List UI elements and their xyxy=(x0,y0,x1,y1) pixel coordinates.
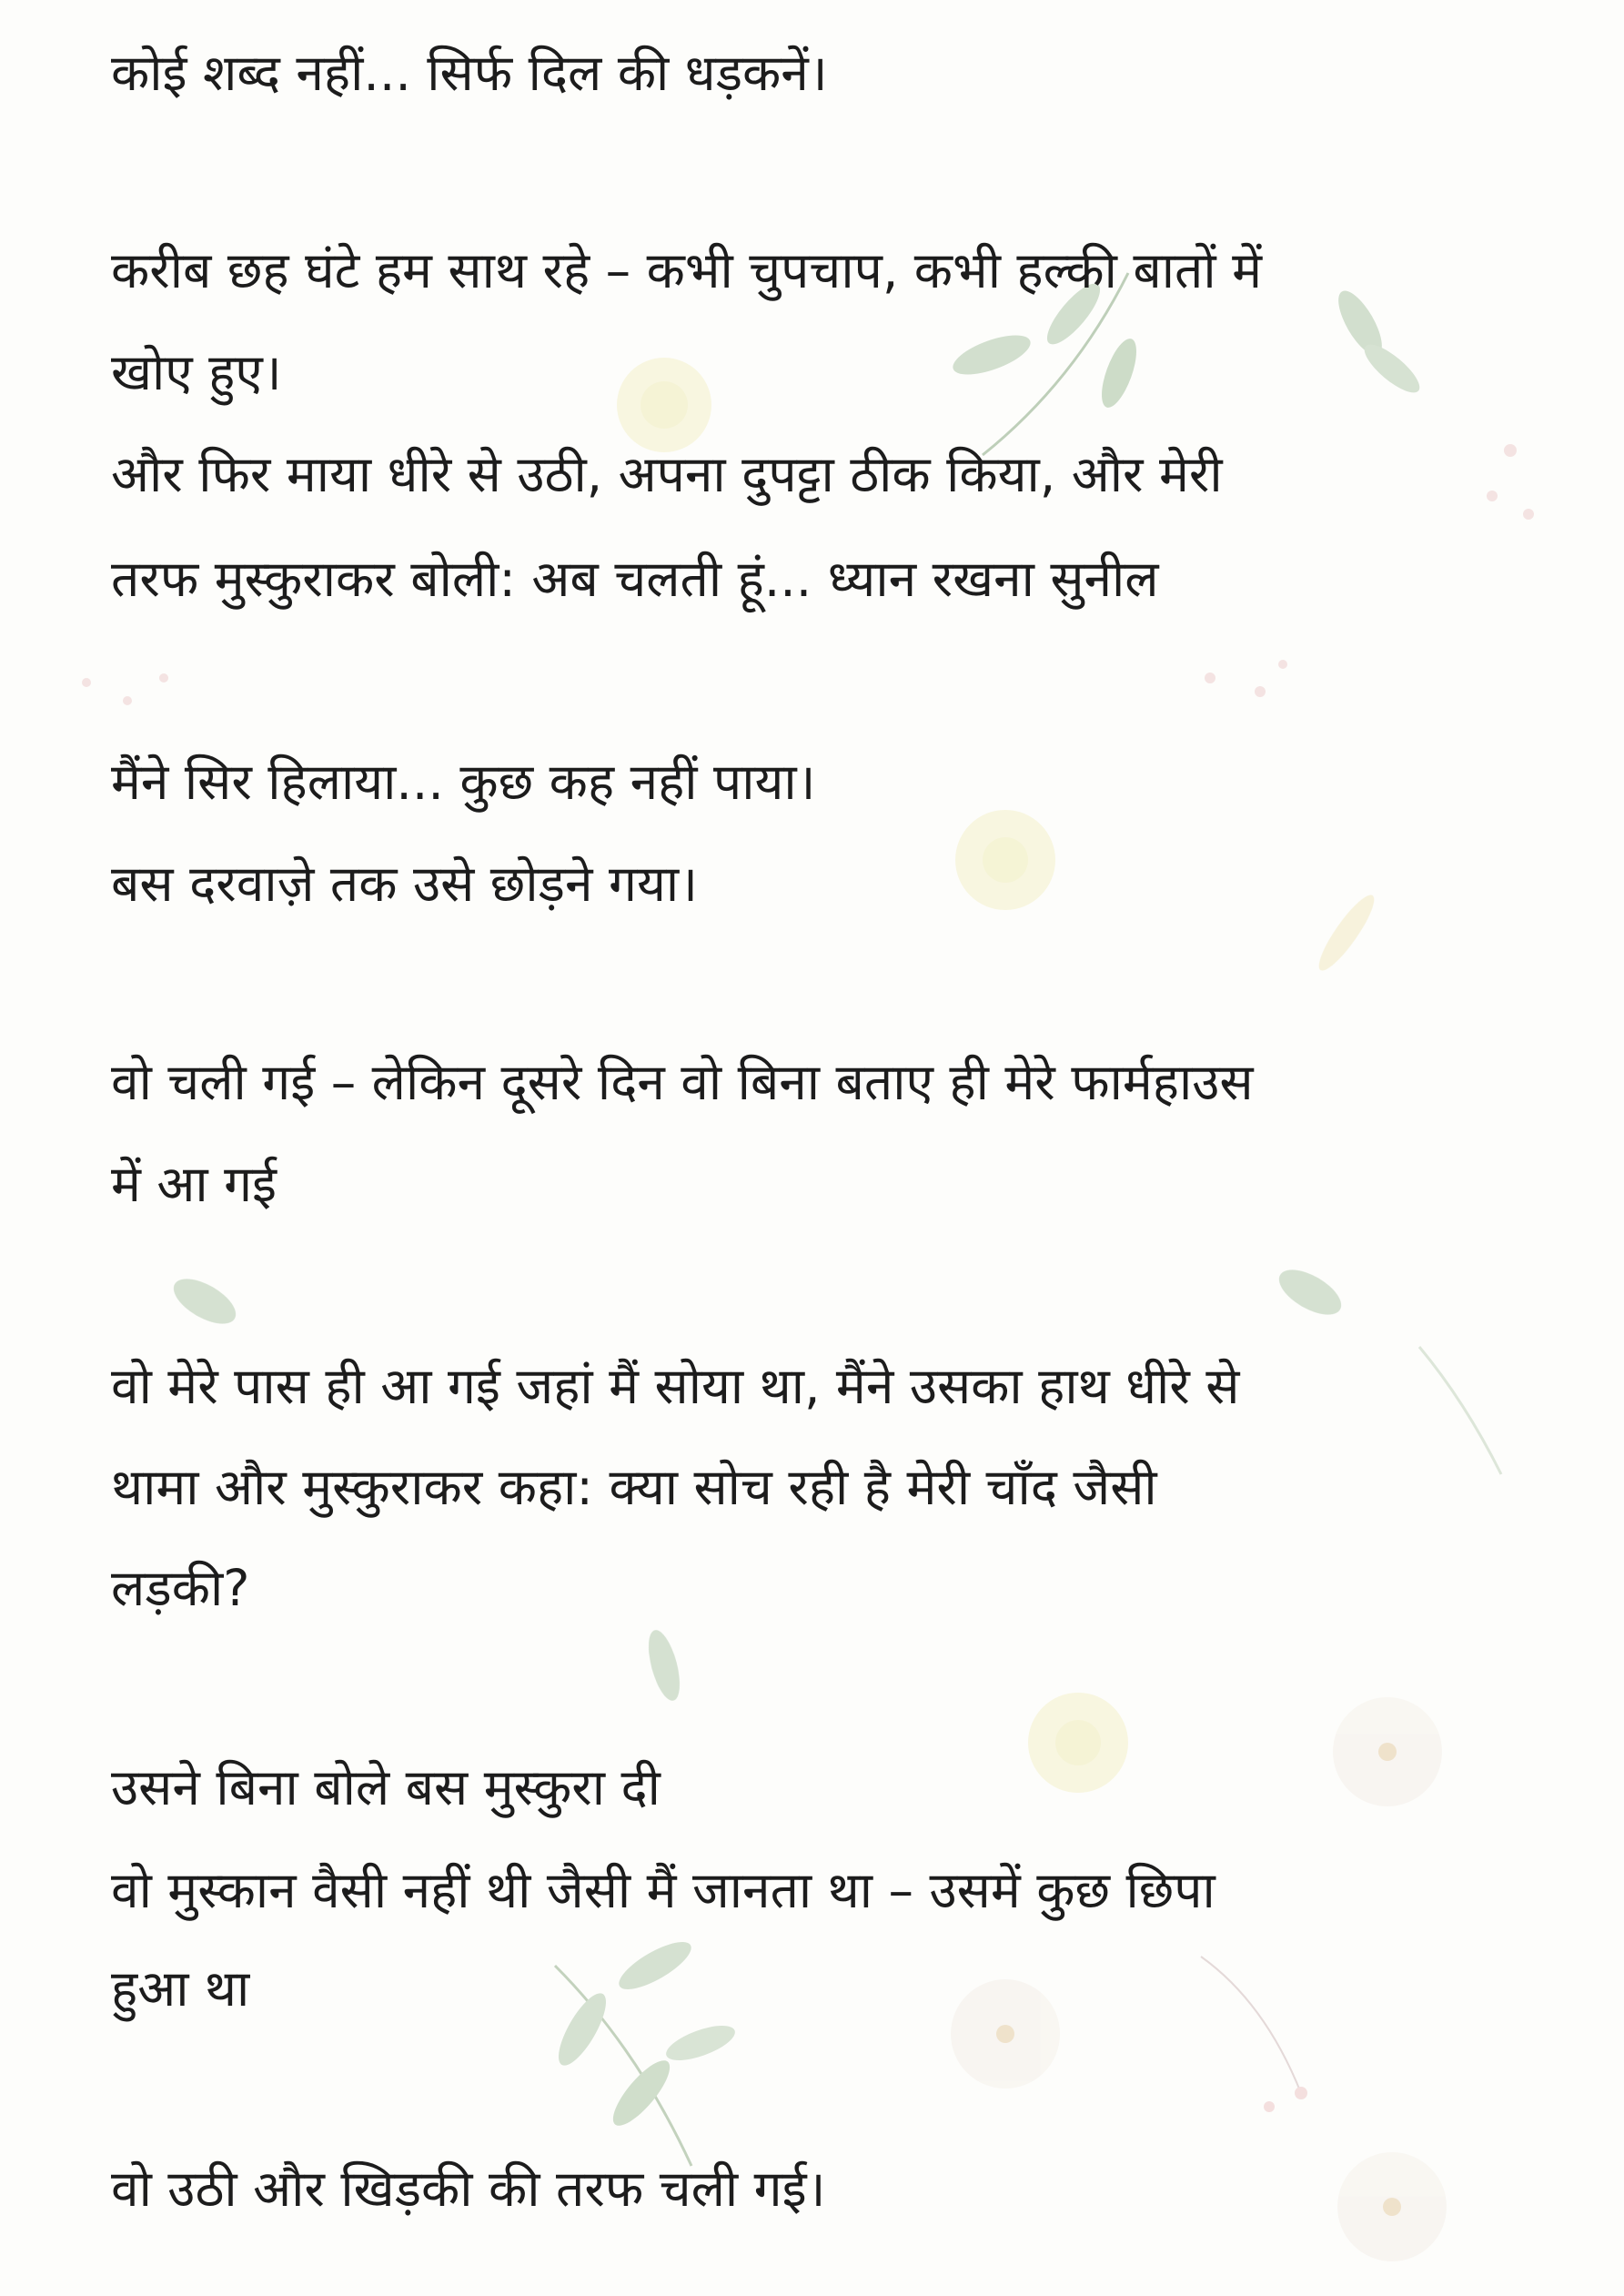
text-line: बस दरवाज़े तक उसे छोड़ने गया। xyxy=(111,855,698,913)
text-line: हुआ था xyxy=(111,1959,250,2018)
text-line: करीब छह घंटे हम साथ रहे – कभी चुपचाप, कभी हल्की बातों में xyxy=(111,241,1263,299)
text-line: वो मेरे पास ही आ गई जहां मैं सोया था, मैंने उसका हाथ धीरे से xyxy=(111,1357,1240,1415)
text-line: वो मुस्कान वैसी नहीं थी जैसी मैं जानता था – उसमें कुछ छिपा xyxy=(111,1861,1215,1919)
text-line: तरफ मुस्कुराकर बोली: अब चलती हूं... ध्यान रखना सुनील xyxy=(111,550,1159,608)
text-line: वो चली गई – लेकिन दूसरे दिन वो बिना बताए ही मेरे फार्महाउस xyxy=(111,1053,1254,1111)
text-line: थामा और मुस्कुराकर कहा: क्या सोच रही है मेरी चाँद जैसी xyxy=(111,1458,1157,1516)
text-line: मैंने सिर हिलाया... कुछ कह नहीं पाया। xyxy=(111,753,816,811)
text-line: लड़की? xyxy=(111,1559,250,1617)
text-line: कोई शब्द नहीं... सिर्फ दिल की धड़कनें। xyxy=(111,44,828,102)
text-line: में आ गई xyxy=(111,1155,277,1213)
text-line: और फिर माया धीरे से उठी, अपना दुपट्टा ठीक किया, और मेरी xyxy=(111,445,1223,503)
text-line: खोए हुए। xyxy=(111,343,282,401)
text-line: उसने बिना बोले बस मुस्कुरा दी xyxy=(111,1758,661,1816)
text-line: वो उठी और खिड़की की तरफ चली गई। xyxy=(111,2159,826,2218)
